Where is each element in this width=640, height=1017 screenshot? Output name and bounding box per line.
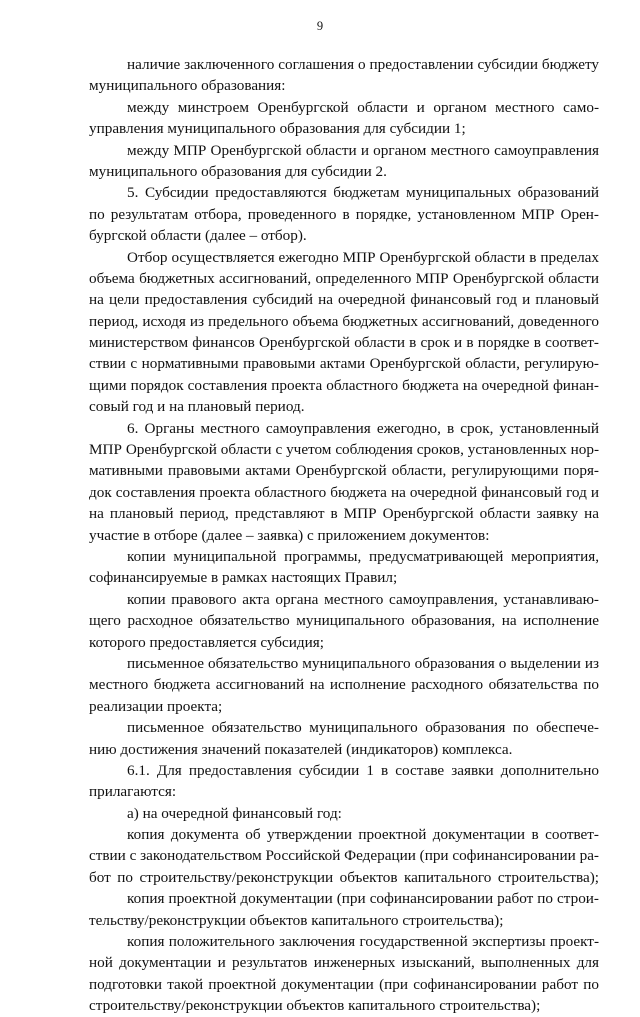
text-line: управления муниципального образования для субсидии 1;	[89, 120, 466, 138]
text-line: подготовки такой проектной документации (при софинансировании работ по	[89, 975, 599, 993]
text-line: мативными правовыми актами Оренбургской области, регулирующими поря-	[89, 462, 599, 480]
page-number: 9	[316, 19, 324, 33]
text-line: между МПР Оренбургской области и органом местного самоуправления	[127, 141, 599, 159]
text-line: муниципального образования для субсидии 2.	[89, 162, 387, 180]
text-line: софинансируемые в рамках настоящих Правил;	[89, 569, 398, 587]
text-line: копия документа об утверждении проектной документации в соответ-	[127, 826, 599, 844]
text-line: ствии с законодательством Российской Федерации (при софинансировании ра-	[89, 847, 599, 865]
text-line: нию достижения значений показателей (индикаторов) комплекса.	[89, 740, 513, 758]
text-line: 5. Субсидии предоставляются бюджетам муниципальных образований	[127, 184, 599, 202]
text-line: копии муниципальной программы, предусматривающей мероприятия,	[127, 547, 599, 565]
text-line: между минстроем Оренбургской области и органом местного само-	[127, 98, 599, 116]
text-line: письменное обязательство муниципального образования по обеспече-	[127, 719, 599, 737]
text-line: МПР Оренбургской области с учетом соблюдения сроков, установленных нор-	[89, 441, 599, 459]
text-line: щими порядок составления проекта областного бюджета на очередной финан-	[89, 376, 599, 394]
text-line: период, исходя из предельного объема бюджетных ассигнований, доведенного	[89, 312, 599, 330]
text-line: копия положительного заключения государственной экспертизы проект-	[127, 933, 599, 951]
text-line: на плановый период, представляют в МПР Оренбургской области заявку на	[89, 505, 599, 523]
text-line: строительству/реконструкции объектов капитального строительства);	[89, 997, 541, 1015]
text-line: по результатам отбора, проведенного в порядке, установленном МПР Орен-	[89, 205, 599, 223]
document-body	[89, 54, 599, 1017]
text-line: муниципального образования:	[89, 77, 286, 95]
text-line: щего расходное обязательство муниципального образования, на исполнение	[89, 612, 599, 630]
text-line: бот по строительству/реконструкции объектов капитального строительства);	[89, 868, 599, 886]
text-line: а) на очередной финансовый год:	[127, 804, 342, 822]
text-line: 6.1. Для предоставления субсидии 1 в составе заявки дополнительно	[127, 761, 599, 779]
text-line: министерством финансов Оренбургской области в срок и в порядке в соответ-	[89, 334, 599, 352]
text-line: объема бюджетных ассигнований, определенного МПР Оренбургской области	[89, 269, 599, 287]
text-line: совый год и на плановый период.	[89, 398, 305, 416]
text-line: бургской области (далее – отбор).	[89, 227, 307, 245]
text-line: док составления проекта областного бюджета на очередной финансовый год и	[89, 483, 599, 501]
text-line: 6. Органы местного самоуправления ежегодно, в срок, установленный	[127, 419, 599, 437]
text-line: копии правового акта органа местного самоуправления, устанавливаю-	[127, 590, 599, 608]
text-line: ствии с нормативными правовыми актами Оренбургской области, регулирую-	[89, 355, 599, 373]
text-line: участие в отборе (далее – заявка) с приложением документов:	[89, 526, 490, 544]
text-line: прилагаются:	[89, 783, 177, 801]
text-line: Отбор осуществляется ежегодно МПР Оренбургской области в пределах	[127, 248, 599, 266]
text-line: которого предоставляется субсидия;	[89, 633, 324, 651]
text-line: на цели предоставления субсидий на очередной финансовый год и плановый	[89, 291, 599, 309]
text-line: тельству/реконструкции объектов капитального строительства);	[89, 911, 504, 929]
text-line: наличие заключенного соглашения о предоставлении субсидии бюджету	[127, 56, 599, 73]
text-line: реализации проекта;	[89, 697, 223, 715]
text-line: ной документации и результатов инженерных изысканий, выполненных для	[89, 954, 599, 972]
text-line: письменное обязательство муниципального образования о выделении из	[127, 654, 599, 672]
text-line: местного бюджета ассигнований на исполнение расходного обязательства по	[89, 676, 599, 694]
text-line: копия проектной документации (при софинансировании работ по строи-	[127, 890, 599, 908]
